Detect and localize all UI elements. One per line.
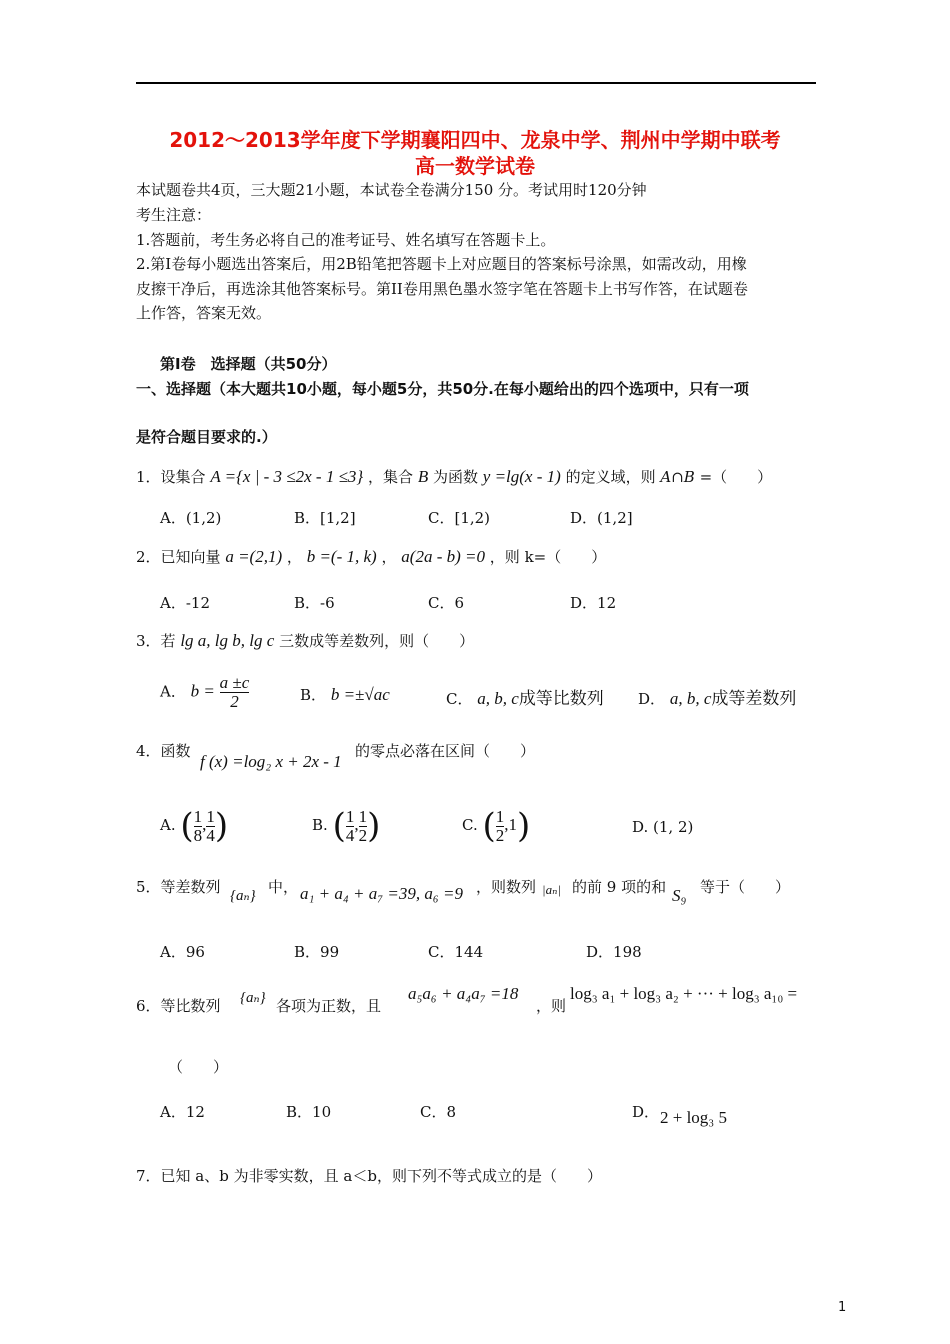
q5-option-d: D．198 [586, 943, 642, 961]
denominator: 8 [193, 825, 203, 845]
q4-option-d: D. (1, 2) [632, 818, 694, 836]
q4-option-a-label: A. [160, 816, 176, 834]
numerator: 1 [206, 806, 215, 826]
q3-text-b: 三数成等差数列，则（ ） [279, 632, 475, 650]
question-5-stem-b: 中， [268, 878, 299, 896]
q4-option-c [462, 806, 530, 846]
numerator: 1 [358, 806, 368, 826]
section-heading: 第Ⅰ卷 选择题（共50分） [160, 355, 337, 373]
q3-option-c-math: a, b, c [477, 689, 519, 708]
question-6-expression: log₃ a₁ + log₃ a₂ + ··· + log₃ a₁₀ = [570, 984, 798, 1003]
intro-line: 本试题卷共4页，三大题21小题，本试卷全卷满分150 分。考试用时120分钟 [136, 181, 647, 199]
q2-math-a: a =(2,1) [225, 547, 283, 566]
q3-math-a: lg a, lg b, lg c [180, 631, 275, 650]
q2-text-c: ， [381, 548, 397, 566]
q1-text-a: 1．设集合 [136, 468, 206, 486]
q1-option-c: C．[1,2) [428, 509, 491, 527]
q3-option-d-math: a, b, c [669, 689, 712, 708]
question-3-stem [136, 630, 474, 651]
question-6-stem-c: ，则 [536, 997, 567, 1015]
q2-text-b: ， [286, 548, 302, 566]
q5-option-a: A．96 [160, 943, 205, 961]
notice-item-1: 1.答题前，考生务必将自己的准考证号、姓名填写在答题卡上。 [136, 231, 556, 249]
q1-math-d: A∩B [660, 468, 695, 486]
question-5-stem-e: 等于（ ） [700, 878, 791, 896]
comma: , [202, 815, 207, 834]
q2-text-d: ，则 k=（ ） [489, 548, 607, 566]
question-6-stem-a: 6．等比数列 [136, 997, 221, 1015]
q6-option-b: B．10 [286, 1103, 332, 1121]
q5-option-c: C．144 [428, 943, 484, 961]
numerator: 1 [495, 806, 505, 826]
q3-option-a-fraction [220, 674, 250, 711]
q2-math-c: a(2a - b) =0 [401, 547, 486, 566]
q1-math-c: y =lg(x - 1) [482, 467, 561, 486]
q4-option-c-label: C. [462, 816, 478, 834]
q3-option-b [300, 684, 390, 705]
denominator: 4 [206, 825, 215, 845]
question-5-abs-seq: |aₙ| [542, 882, 561, 897]
q2-text-a: 2．已知向量 [136, 548, 221, 566]
numerator: 1 [193, 806, 203, 826]
question-7-stem: 7．已知 a、b 为非零实数，且 a＜b，则下列不等式成立的是（ ） [136, 1167, 602, 1185]
q3-option-c [446, 684, 604, 709]
question-1-stem [136, 466, 772, 487]
q1-option-b: B．[1,2] [294, 509, 356, 527]
header-rule [136, 82, 816, 84]
q3-option-a [160, 674, 249, 711]
question-5-stem-a: 5．等差数列 [136, 878, 221, 896]
right-paren: ) [367, 806, 381, 846]
q3-text-a: 3．若 [136, 632, 176, 650]
denominator: 4 [345, 825, 355, 845]
question-5-seq: {aₙ} [230, 888, 256, 904]
q3-option-a-numerator: a ±c [219, 673, 250, 692]
comma: , [354, 815, 359, 834]
q4-option-a-frac-1 [194, 808, 203, 845]
q4-option-b-frac-2 [359, 808, 368, 845]
right-paren: ) [214, 806, 229, 846]
notice-item-2-line-2: 皮擦干净后，再选涂其他答案标号。第II卷用黑色墨水签字笔在答题卡上书写作答，在试题卷 [136, 280, 748, 298]
section-instruction-line-2: 是符合题目要求的.） [136, 428, 277, 446]
right-paren: ) [517, 806, 531, 846]
notice-heading: 考生注意： [136, 206, 212, 224]
left-paren: ( [180, 806, 194, 846]
q3-option-b-math: b =±√ac [330, 685, 390, 704]
page-number: 1 [838, 1300, 847, 1315]
q4-option-b [312, 806, 380, 846]
q1-text-d: 的定义域，则 [565, 468, 656, 486]
q2-option-b: B．-6 [294, 594, 335, 612]
q1-math-a: A ={x | - 3 ≤2x - 1 ≤3} [210, 467, 364, 486]
q3-option-d-label: D． [638, 690, 666, 708]
q6-option-d: 2 + log₃ 5 [660, 1108, 727, 1127]
q6-option-d-label: D． [632, 1103, 660, 1121]
question-6-seq: {aₙ} [240, 990, 266, 1006]
question-5-stem-d: 的前 9 项的和 [572, 878, 667, 896]
q3-option-a-denominator: 2 [220, 692, 250, 711]
question-6-condition: a₅a₆ + a₄a₇ =18 [408, 984, 519, 1003]
denominator: 2 [495, 825, 505, 845]
numerator: 1 [345, 806, 355, 826]
question-5-sum: S₉ [672, 886, 687, 905]
comma: , [504, 815, 509, 834]
q3-option-b-label: B． [300, 686, 327, 704]
q4-option-a [160, 806, 228, 846]
q1-text-e: =（ ） [699, 468, 773, 486]
question-5-condition: a₁ + a₄ + a₇ =39, a₆ =9 [300, 884, 464, 903]
q3-option-a-label: A． [160, 682, 186, 701]
q3-option-c-label: C． [446, 690, 473, 708]
q1-text-c: 为函数 [432, 468, 478, 486]
q2-math-b: b =(- 1, k) [306, 547, 377, 566]
question-4-function: f (x) =log₂ x + 2x - 1 [200, 752, 342, 771]
exam-subtitle: 高一数学试卷 [415, 154, 535, 178]
q1-text-b: ，集合 [368, 468, 414, 486]
q3-option-c-text: 成等比数列 [518, 689, 604, 708]
left-paren: ( [482, 806, 496, 846]
q4-option-a-frac-2 [206, 808, 215, 845]
q3-option-d-text: 成等差数列 [711, 689, 797, 708]
question-6-blank: （ ） [168, 1058, 229, 1076]
question-6-stem-b: 各项为正数，且 [276, 997, 382, 1015]
q1-option-d: D．(1,2] [570, 509, 633, 527]
q5-option-b: B．99 [294, 943, 340, 961]
q2-option-a: A．-12 [160, 594, 210, 612]
upper-bound: 1 [508, 815, 518, 834]
question-2-stem [136, 546, 606, 567]
exam-title: 2012～2013学年度下学期襄阳四中、龙泉中学、荆州中学期中联考 [169, 128, 781, 152]
section-instruction-line-1: 一、选择题（本大题共10小题，每小题5分，共50分.在每小题给出的四个选项中，只有一项 [136, 380, 749, 398]
question-5-stem-c: ，则数列 [476, 878, 537, 896]
q6-option-c: C．8 [420, 1103, 457, 1121]
q2-option-d: D．12 [570, 594, 617, 612]
denominator: 2 [358, 825, 368, 845]
q1-math-b: B [417, 467, 429, 486]
question-4-stem-b: 的零点必落在区间（ ） [355, 742, 536, 760]
question-4-stem-a: 4．函数 [136, 742, 191, 760]
q6-option-a: A．12 [160, 1103, 205, 1121]
notice-item-2-line-1: 2.第Ⅰ卷每小题选出答案后，用2B铅笔把答题卡上对应题目的答案标号涂黑，如需改动，用橡 [136, 255, 747, 273]
q4-option-b-label: B. [312, 816, 328, 834]
q2-option-c: C．6 [428, 594, 465, 612]
q1-option-a: A．(1,2) [160, 509, 222, 527]
left-paren: ( [332, 806, 346, 846]
q3-option-a-lhs: b = [190, 681, 215, 701]
q3-option-d [638, 684, 796, 709]
notice-item-2-line-3: 上作答，答案无效。 [136, 304, 272, 322]
q4-option-c-frac [496, 808, 505, 845]
